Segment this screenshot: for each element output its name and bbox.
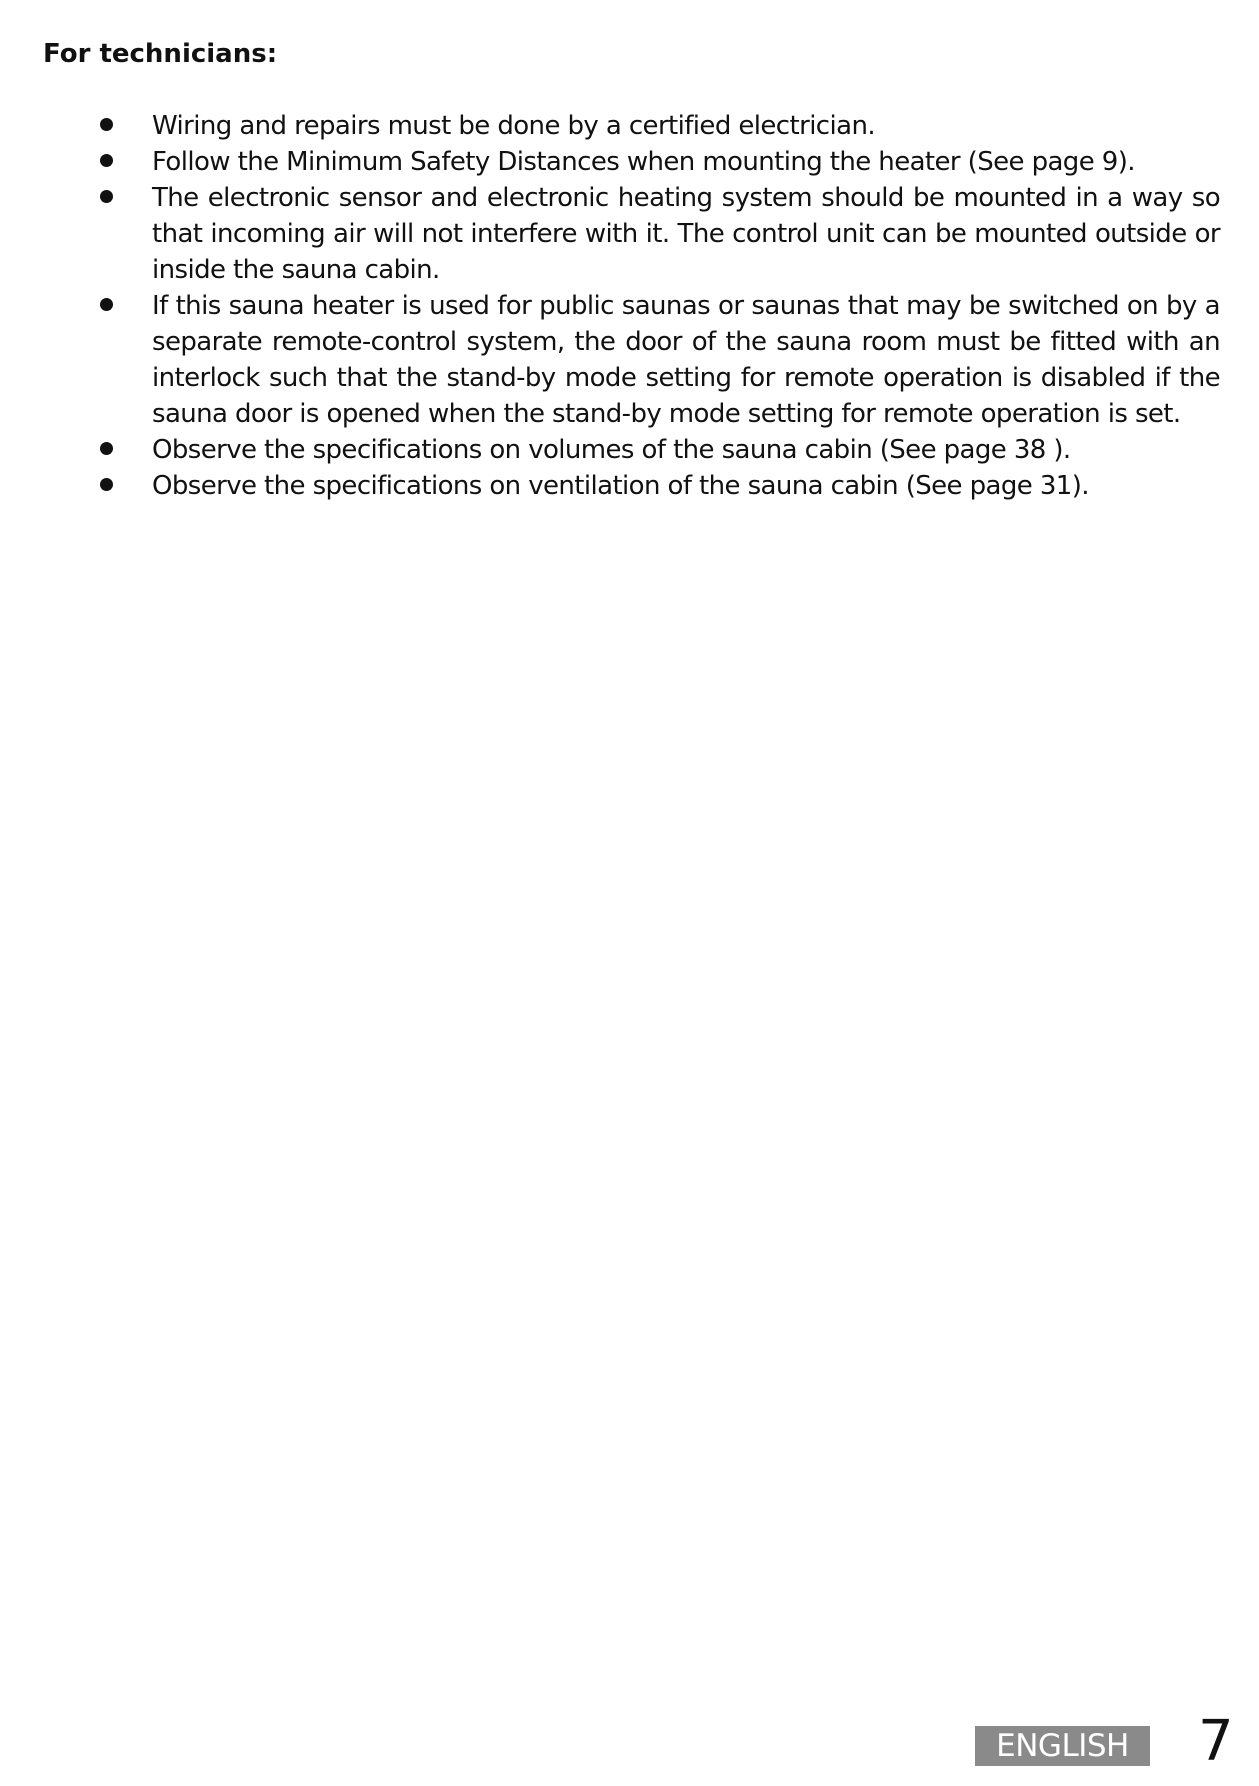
list-item-text: Observe the specifications on ventilation of the sauna cabin (See page 31).: [152, 471, 1089, 501]
bullet-icon: [100, 442, 113, 455]
bullet-icon: [100, 118, 113, 131]
list-item: [80, 288, 1220, 432]
list-item: [80, 468, 1220, 504]
bullet-icon: [100, 190, 113, 203]
section-heading: For technicians:: [43, 39, 278, 69]
list-item: [80, 432, 1220, 468]
page-number: 7: [1198, 1709, 1234, 1774]
list-item: [80, 108, 1220, 144]
list-item-text: If this sauna heater is used for public saunas or saunas that may be switched on by a separate remote-control system, the door of the sauna room must be fitted with an interlock such that the stand-by mode setting for remote operation is disabled if the sauna door is opened when the stand-by mode setting for remote operation is set.: [152, 291, 1220, 429]
language-label: ENGLISH: [975, 1726, 1150, 1766]
list-item: [80, 180, 1220, 288]
list-item-text: Wiring and repairs must be done by a certified electrician.: [152, 111, 876, 141]
list-item-text: Observe the specifications on volumes of the sauna cabin (See page 38 ).: [152, 435, 1071, 465]
bullet-icon: [100, 478, 113, 491]
technician-instructions-list: [80, 108, 1220, 504]
bullet-icon: [100, 154, 113, 167]
list-item-text: Follow the Minimum Safety Distances when mounting the heater (See page 9).: [152, 147, 1135, 177]
list-item: [80, 144, 1220, 180]
list-item-text: The electronic sensor and electronic heating system should be mounted in a way so that incoming air will not interfere with it. The control unit can be mounted outside or inside the sauna cabin.: [152, 183, 1220, 285]
bullet-icon: [100, 298, 113, 311]
